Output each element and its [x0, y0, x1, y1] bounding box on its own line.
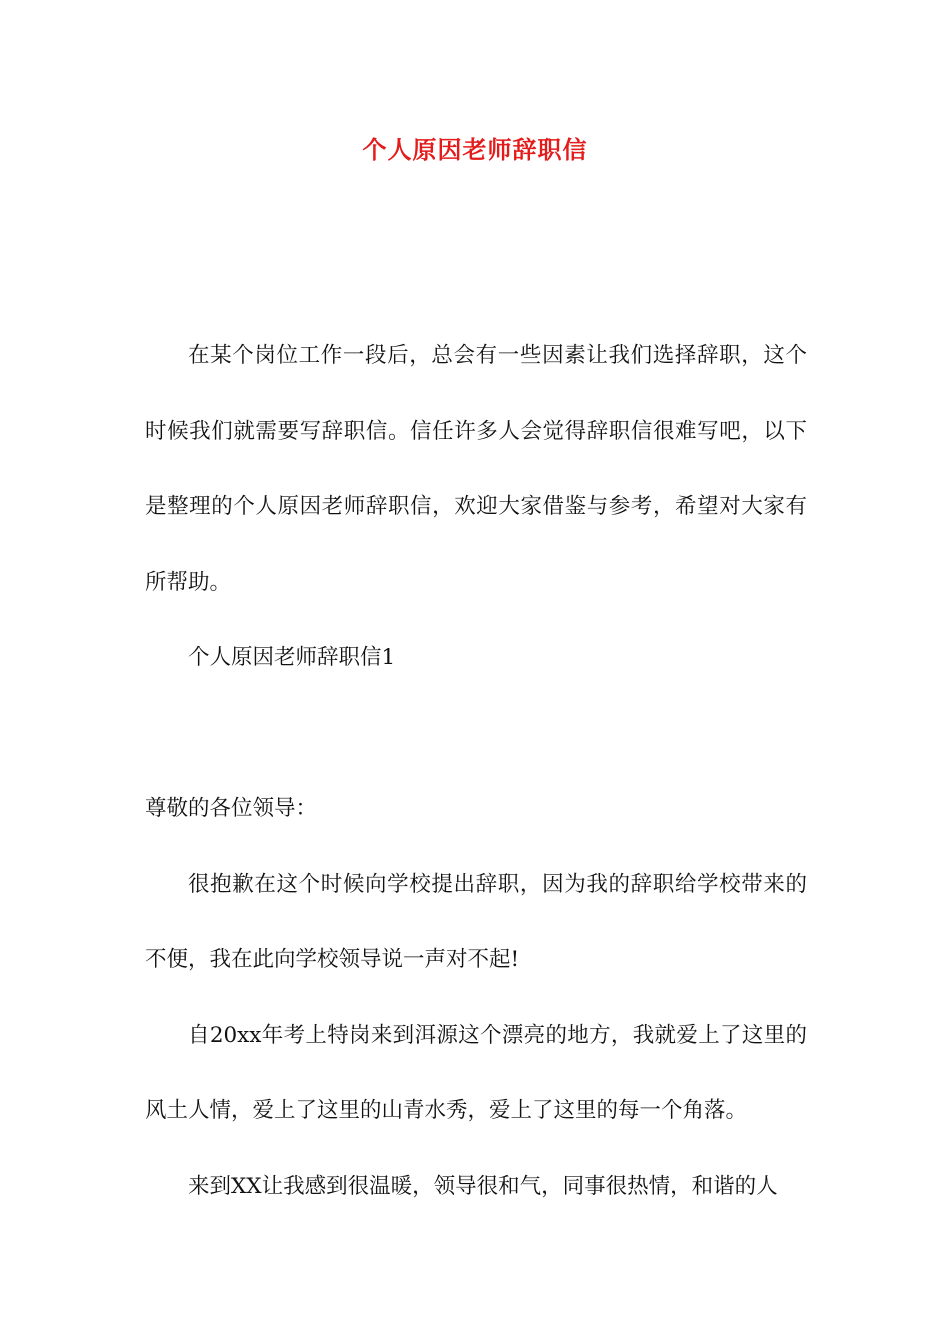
body-paragraph: 很抱歉在这个时候向学校提出辞职，因为我的辞职给学校带来的不便，我在此向学校领导说一声对不起!	[145, 871, 807, 972]
document-body	[145, 318, 807, 1224]
section-heading: 个人原因老师辞职信1	[188, 645, 396, 670]
document-title: 个人原因老师辞职信	[362, 136, 588, 164]
intro-paragraph: 在某个岗位工作一段后，总会有一些因素让我们选择辞职，这个时候我们就需要写辞职信。信任许多人会觉得辞职信很难写吧，以下是整理的个人原因老师辞职信，欢迎大家借鉴与参考，希望对大家有所帮助。	[145, 343, 807, 595]
blank-line	[145, 696, 807, 772]
body-paragraph: 自20xx年考上特岗来到洱源这个漂亮的地方，我就爱上了这里的风土人情，爱上了这里的山青水秀，爱上了这里的每一个角落。	[145, 1022, 807, 1123]
body-paragraph: 来到XX让我感到很温暖，领导很和气，同事很热情，和谐的人	[188, 1173, 778, 1199]
salutation: 尊敬的各位领导：	[145, 796, 318, 821]
